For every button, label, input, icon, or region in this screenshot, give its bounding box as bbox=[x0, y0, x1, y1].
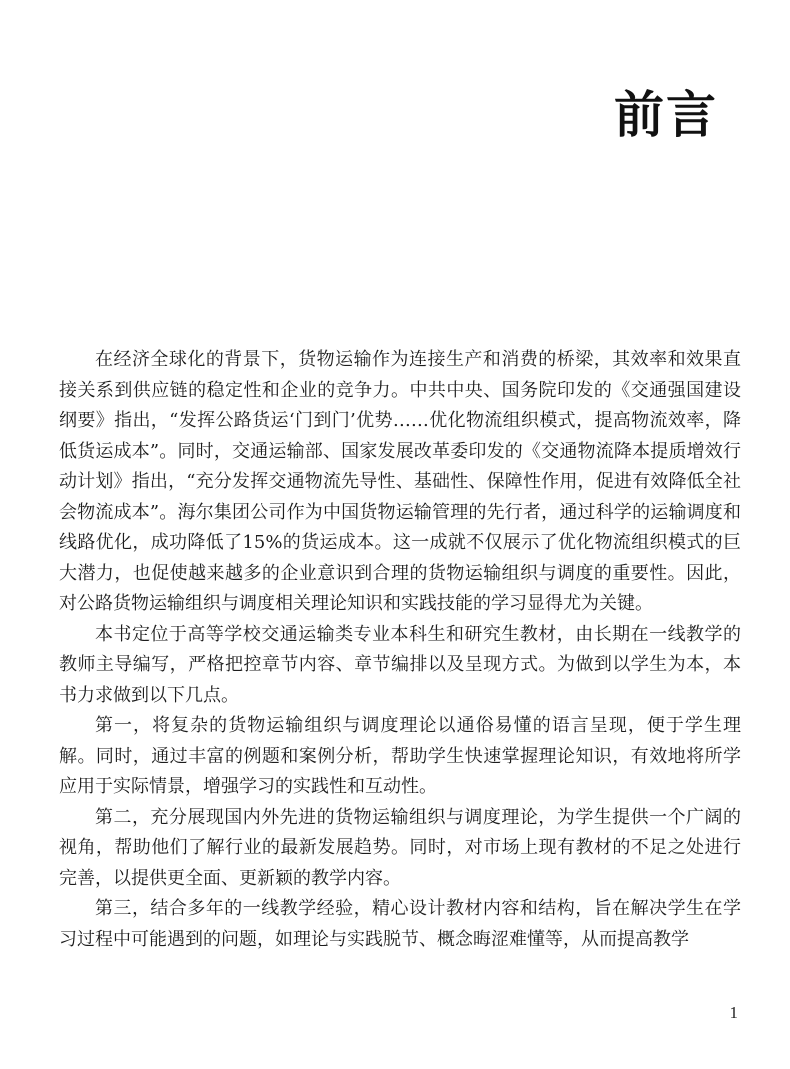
page-title: 前言 bbox=[614, 84, 718, 144]
body-text bbox=[59, 345, 741, 955]
page-number: 1 bbox=[729, 1003, 738, 1022]
paragraph-2: 本书定位于高等学校交通运输类专业本科生和研究生教材，由长期在一线教学的教师主导编写，严格把控章节内容、章节编排以及呈现方式。为做到以学生为本，本书力求做到以下几点。 bbox=[59, 623, 741, 706]
paragraph-3: 第一，将复杂的货物运输组织与调度理论以通俗易懂的语言呈现，便于学生理解。同时，通过丰富的例题和案例分析，帮助学生快速掌握理论知识，有效地将所学应用于实际情景，增强学习的实践性和互动性。 bbox=[59, 715, 741, 797]
paragraph-4: 第二，充分展现国内外先进的货物运输组织与调度理论，为学生提供一个广阔的视角，帮助他们了解行业的最新发展趋势。同时，对市场上现有教材的不足之处进行完善，以提供更全面、更新颖的教学内容。 bbox=[59, 806, 741, 889]
paragraph-5: 第三，结合多年的一线教学经验，精心设计教材内容和结构，旨在解决学生在学习过程中可能遇到的问题，如理论与实践脱节、概念晦涩难懂等，从而提高教学 bbox=[59, 898, 741, 950]
paragraph-1: 在经济全球化的背景下，货物运输作为连接生产和消费的桥梁，其效率和效果直接关系到供应链的稳定性和企业的竞争力。中共中央、国务院印发的《交通强国建设纲要》指出，“发挥公路货运‘门到门’优势……优化物流组织模式，提高物流效率，降低货运成本”。同时，交通运输部、国家发展改革委印发的《交通物流降本提质增效行动计划》指出，“充分发挥交通物流先导性、基础性、保障性作用，促进有效降低全社会物流成本”。海尔集团公司作为中国货物运输管理的先行者，通过科学的运输调度和线路优化，成功降低了15%的货运成本。这一成就不仅展示了优化物流组织模式的巨大潜力，也促使越来越多的企业意识到合理的货物运输组织与调度的重要性。因此，对公路货物运输组织与调度相关理论知识和实践技能的学习显得尤为关键。 bbox=[59, 349, 741, 614]
